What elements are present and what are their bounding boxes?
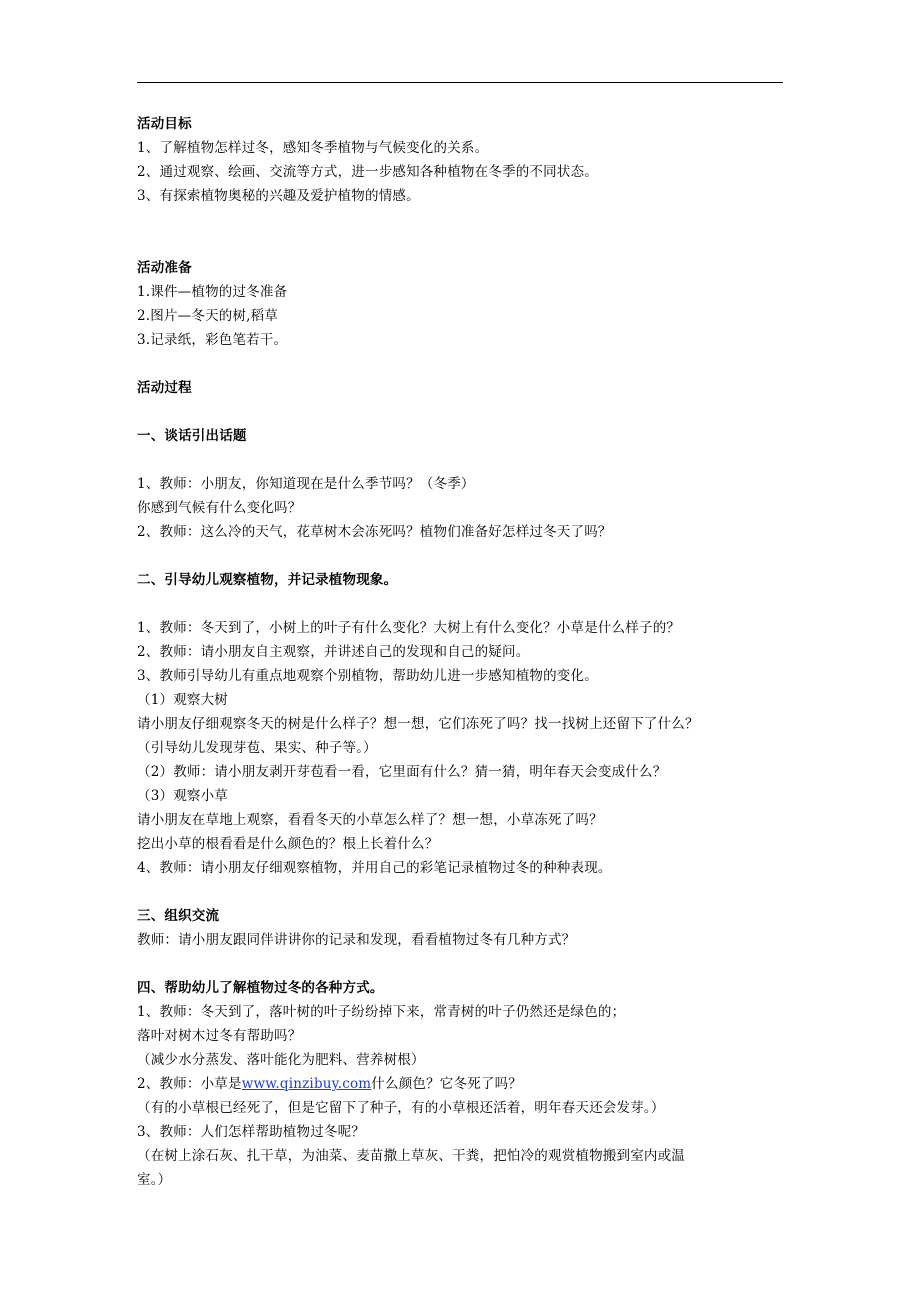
section-2-line: （1）观察大树 (137, 692, 228, 708)
section-4-heading: 四、帮助幼儿了解植物过冬的各种方式。 (137, 980, 384, 996)
goal-item: 1、了解植物怎样过冬，感知冬季植物与气候变化的关系。 (137, 140, 489, 156)
section-2-line: （3）观察小草 (137, 788, 228, 804)
prep-item: 3.记录纸，彩色笔若干。 (137, 332, 288, 348)
section-4-line: 室。） (137, 1172, 172, 1188)
section-2-line: （引导幼儿发现芽苞、果实、种子等。） (137, 740, 377, 756)
goal-item: 2、通过观察、绘画、交流等方式，进一步感知各种植物在冬季的不同状态。 (137, 164, 598, 180)
goal-item: 3、有探索植物奥秘的兴趣及爱护植物的情感。 (137, 188, 420, 204)
section-1-line: 1、教师：小朋友，你知道现在是什么季节吗？（冬季） (137, 476, 475, 492)
goals-heading: 活动目标 (137, 116, 192, 132)
section-2-line: （2）教师：请小朋友剥开芽苞看一看，它里面有什么？猜一猜，明年春天会变成什么？ (137, 764, 667, 780)
section-2-line: 1、教师：冬天到了，小树上的叶子有什么变化？大树上有什么变化？小草是什么样子的？ (137, 620, 681, 636)
section-2-line: 4、教师：请小朋友仔细观察植物，并用自己的彩笔记录植物过冬的种种表现。 (137, 860, 612, 876)
section-2-line: 2、教师：请小朋友自主观察，并讲述自己的发现和自己的疑问。 (137, 644, 530, 660)
section-2-line: 请小朋友仔细观察冬天的树是什么样子？想一想，它们冻死了吗？找一找树上还留下了什么？ (137, 716, 699, 732)
section-4-line: 1、教师：冬天到了，落叶树的叶子纷纷掉下来，常青树的叶子仍然还是绿色的； (137, 1004, 626, 1020)
section-4-line: 落叶对树木过冬有帮助吗？ (137, 1028, 302, 1044)
section-1-line: 2、教师：这么冷的天气，花草树木会冻死吗？植物们准备好怎样过冬天了吗？ (137, 524, 612, 540)
section-2-line: 3、教师引导幼儿有重点地观察个别植物，帮助幼儿进一步感知植物的变化。 (137, 668, 598, 684)
section-4-line: （有的小草根已经死了，但是它留下了种子，有的小草根还活着，明年春天还会发芽。） (137, 1100, 665, 1116)
section-4-line (137, 1074, 522, 1094)
section-2-line: 挖出小草的根看看是什么颜色的？根上长着什么？ (137, 836, 439, 852)
prep-item: 1.课件—植物的过冬准备 (137, 284, 288, 300)
prep-item: 2.图片—冬天的树,稻草 (137, 308, 279, 324)
section-2-heading: 二、引导幼儿观察植物，并记录植物现象。 (137, 572, 398, 588)
section-1-line: 你感到气候有什么变化吗？ (137, 500, 302, 516)
section-4-line: （减少水分蒸发、落叶能化为肥料、营养树根） (137, 1052, 425, 1068)
section-3-heading: 三、组织交流 (137, 908, 220, 924)
section-4-line: （在树上涂石灰、扎干草，为油菜、麦苗撒上草灰、干粪，把怕冷的观赏植物搬到室内或温 (137, 1148, 685, 1164)
prep-heading: 活动准备 (137, 260, 192, 276)
header-rule (137, 82, 783, 83)
section-3-line: 教师：请小朋友跟同伴讲讲你的记录和发现，看看植物过冬有几种方式？ (137, 932, 576, 948)
section-1-heading: 一、谈话引出话题 (137, 428, 247, 444)
section-4-line-suffix: 什么颜色？它冬死了吗？ (371, 1076, 522, 1092)
qinzibuy-link[interactable]: www.qinzibuy.com (241, 1076, 372, 1092)
process-heading: 活动过程 (137, 380, 192, 396)
section-2-line: 请小朋友在草地上观察，看看冬天的小草怎么样了？想一想，小草冻死了吗？ (137, 812, 603, 828)
section-4-line: 3、教师：人们怎样帮助植物过冬呢？ (137, 1124, 365, 1140)
section-4-line-prefix: 2、教师：小草是 (137, 1076, 242, 1092)
